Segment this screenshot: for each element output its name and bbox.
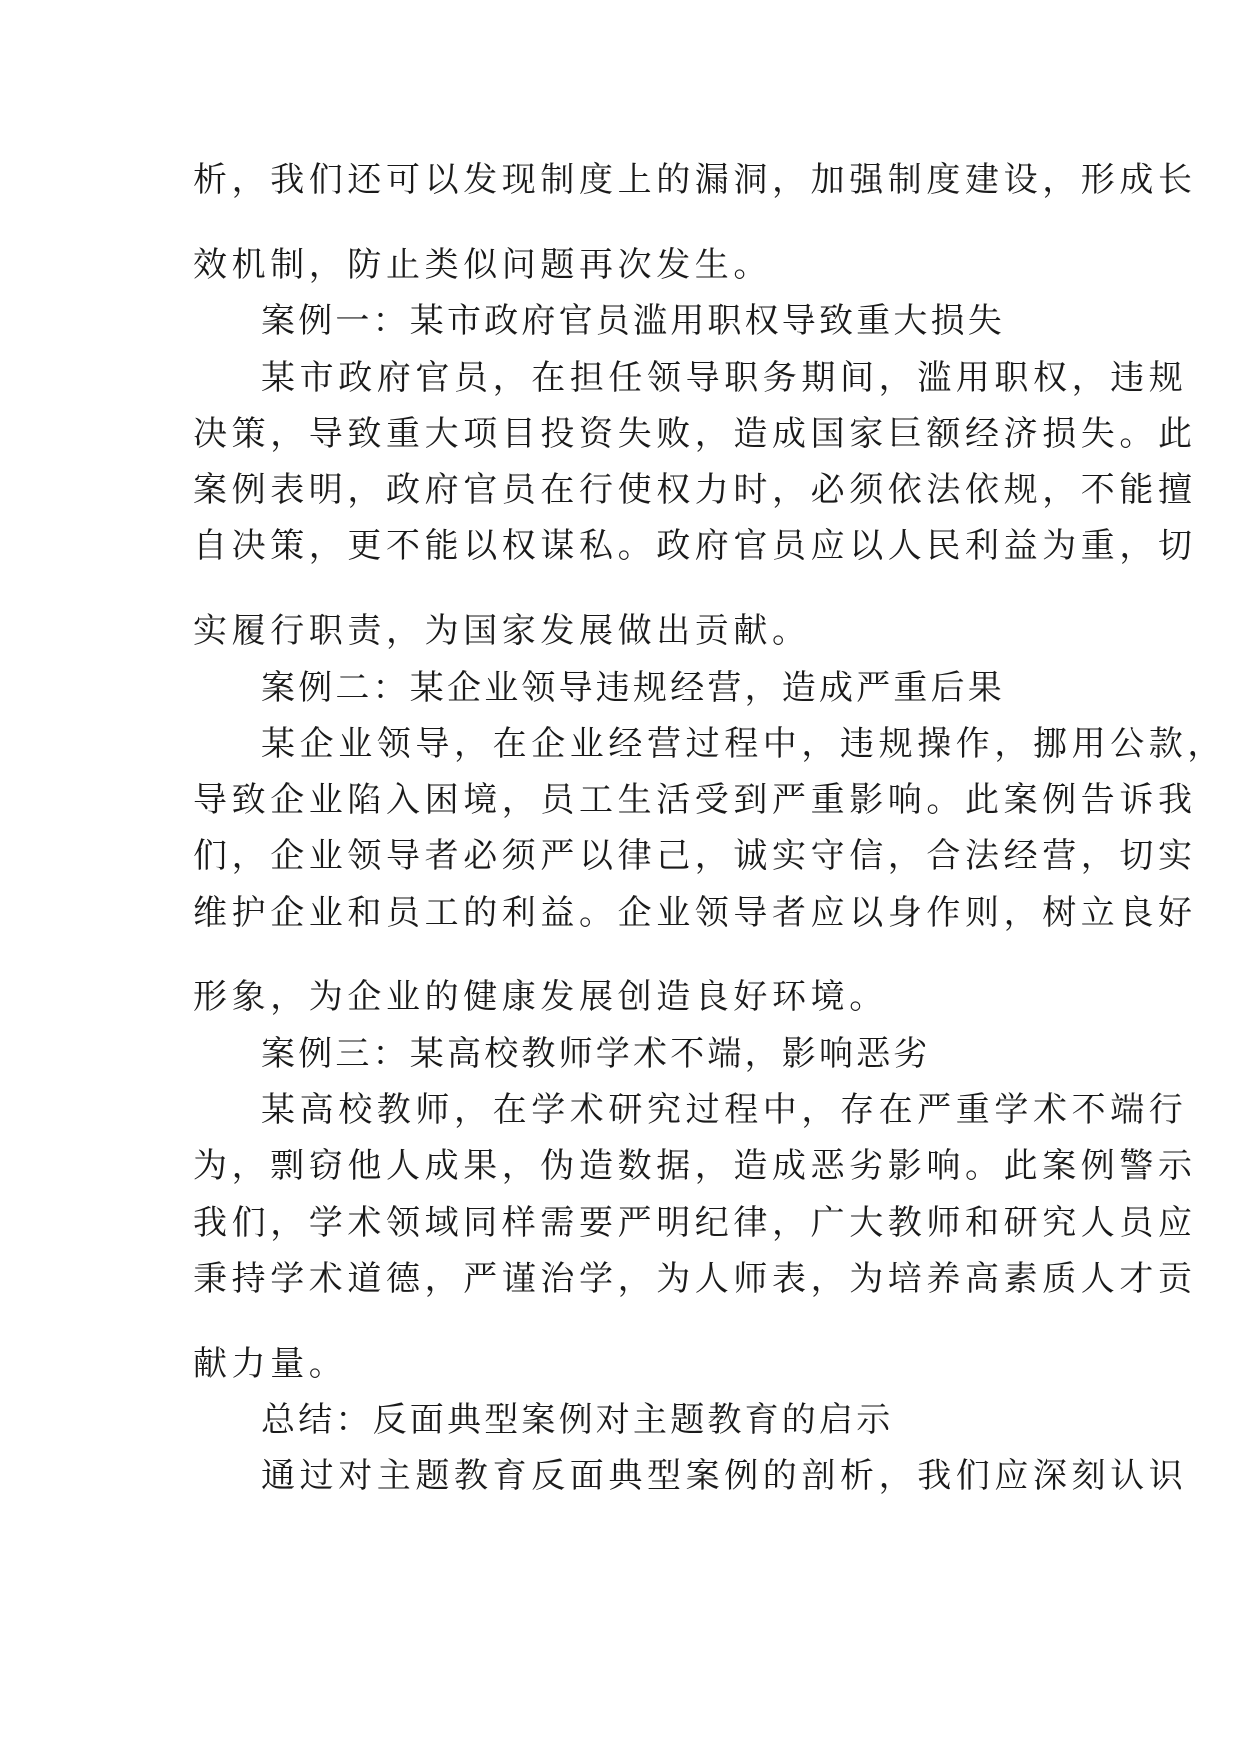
- body-text-line: 实履行职责，为国家发展做出贡献。: [193, 611, 811, 651]
- body-text-line: 自决策，更不能以权谋私。政府官员应以人民利益为重，切: [193, 526, 1197, 566]
- body-text-line: 决策，导致重大项目投资失败，造成国家巨额经济损失。此: [193, 414, 1197, 454]
- body-text-line: 献力量。: [193, 1344, 348, 1384]
- body-text-line: 为，剽窃他人成果，伪造数据，造成恶劣影响。此案例警示: [193, 1146, 1197, 1186]
- body-text-line: 形象，为企业的健康发展创造良好环境。: [193, 977, 888, 1017]
- body-text-line: 案例表明，政府官员在行使权力时，必须依法依规，不能擅: [193, 470, 1197, 510]
- section-heading-case-1: 案例一：某市政府官员滥用职权导致重大损失: [261, 301, 1005, 341]
- body-text-line: 某市政府官员，在担任领导职务期间，滥用职权，违规: [261, 358, 1188, 398]
- section-heading-case-2: 案例二：某企业领导违规经营，造成严重后果: [261, 668, 1005, 708]
- body-text-line: 通过对主题教育反面典型案例的剖析，我们应深刻认识: [261, 1456, 1188, 1496]
- body-text-line: 析，我们还可以发现制度上的漏洞，加强制度建设，形成长: [193, 160, 1197, 200]
- body-text-line: 某高校教师，在学术研究过程中，存在严重学术不端行: [261, 1090, 1188, 1130]
- body-text-line: 导致企业陷入困境，员工生活受到严重影响。此案例告诉我: [193, 780, 1197, 820]
- body-text-line: 秉持学术道德，严谨治学，为人师表，为培养高素质人才贡: [193, 1259, 1197, 1299]
- body-text-line: 某企业领导，在企业经营过程中，违规操作，挪用公款，: [261, 724, 1226, 764]
- body-text-line: 们，企业领导者必须严以律己，诚实守信，合法经营，切实: [193, 836, 1197, 876]
- body-text-line: 维护企业和员工的利益。企业领导者应以身作则，树立良好: [193, 893, 1197, 933]
- section-heading-summary: 总结：反面典型案例对主题教育的启示: [261, 1400, 894, 1440]
- section-heading-case-3: 案例三：某高校教师学术不端，影响恶劣: [261, 1034, 931, 1074]
- body-text-line: 我们，学术领域同样需要严明纪律，广大教师和研究人员应: [193, 1203, 1197, 1243]
- body-text-line: 效机制，防止类似问题再次发生。: [193, 245, 772, 285]
